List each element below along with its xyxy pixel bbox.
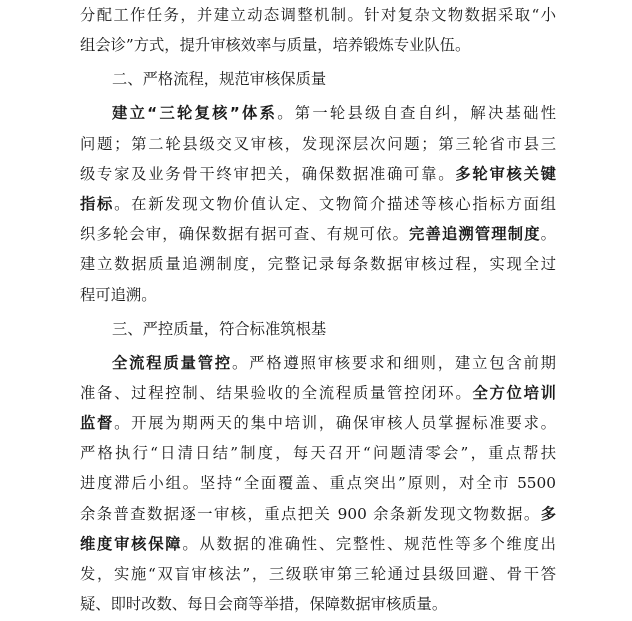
s3-line-7 — [80, 529, 556, 559]
intro-text-2: 组会诊”方式，提升审核效率与质量，培养锻炼专业队伍。 — [80, 36, 471, 55]
s2-line-6 — [80, 249, 556, 279]
s3-text-1: 。严格遵照审核要求和细则，建立包含前期 — [232, 353, 556, 372]
s2-bold-1: 建立“三轮复核”体系 — [112, 104, 278, 123]
s3-line-4 — [80, 438, 556, 468]
s2-line-2 — [80, 129, 556, 159]
s2-bold-3: 多轮审核关键 — [455, 164, 556, 183]
document-body — [80, 0, 556, 619]
intro-line-1 — [80, 0, 556, 30]
s3-text-5: 进度滞后小组。坚持“全面覆盖、重点突出”原则，对全市 5500 — [80, 474, 556, 493]
s3-bold-6: 多 — [540, 504, 556, 523]
s3-line-1 — [80, 348, 556, 378]
s3-line-9 — [80, 589, 556, 619]
s3-line-6 — [80, 499, 556, 529]
s3-line-5 — [80, 468, 556, 498]
s2-line-3 — [80, 159, 556, 189]
section-heading-3: 三、严控质量，符合标准筑根基 — [112, 319, 327, 338]
s3-bold-7: 维度审核保障 — [80, 534, 183, 553]
s3-text-6: 余条普查数据逐一审核，重点把关 900 余条新发现文物数据。 — [80, 504, 541, 523]
s3-text-8: 发，实施“双盲审核法”，三级联审第三轮通过县级回避、骨干答 — [80, 565, 556, 583]
s3-bold-1: 全流程质量管控 — [112, 353, 233, 372]
s2-text-2: 问题；第二轮县级交叉审核，发现深层次问题；第三轮省市县三 — [80, 134, 556, 153]
s2-line-4 — [80, 189, 556, 219]
s2-text-5-end: 。 — [540, 225, 556, 244]
s3-line-2 — [80, 378, 556, 408]
s2-line-1 — [80, 98, 556, 128]
s2-text-1: 。第一轮县级自查自纠，解决基础性 — [277, 104, 556, 123]
intro-text-1: 分配工作任务，并建立动态调整机制。针对复杂文物数据采取“小 — [80, 6, 556, 24]
s3-line-8 — [80, 559, 556, 589]
s3-text-7: 。从数据的准确性、完整性、规范性等多个维度出 — [182, 534, 556, 553]
s3-text-3: 。开展为期两天的集中培训，确保审核人员掌握标准要求。 — [114, 414, 556, 433]
s2-bold-5: 完善追溯管理制度 — [409, 225, 541, 244]
s3-text-2: 准备、过程控制、结果验收的全流程质量管控闭环。 — [80, 383, 473, 402]
s3-bold-3: 监督 — [80, 414, 115, 433]
s2-text-3: 级专家及业务骨干终审把关，确保数据准确可靠。 — [80, 164, 456, 183]
s2-bold-4: 指标 — [80, 194, 115, 213]
s3-text-4: 严格执行“日清日结”制度，每天召开“问题清零会”，重点帮扶 — [80, 444, 556, 463]
s3-bold-2: 全方位培训 — [472, 383, 556, 402]
section-heading-2: 二、严格流程，规范审核保质量 — [112, 70, 327, 89]
s2-text-4: 。在新发现文物价值认定、文物简介描述等核心指标方面组 — [114, 194, 556, 213]
s3-text-9: 疑、即时改数、每日会商等举措，保障数据审核质量。 — [80, 595, 448, 614]
s2-text-7: 程可追溯。 — [80, 285, 157, 304]
s2-text-5: 织多轮会审，确保数据有据可查、有规可依。 — [80, 225, 410, 244]
intro-line-2 — [80, 30, 556, 60]
s2-line-7 — [80, 280, 556, 310]
s2-line-5 — [80, 219, 556, 249]
s2-text-6: 建立数据质量追溯制度，完整记录每条数据审核过程，实现全过 — [80, 255, 556, 274]
s3-line-3 — [80, 408, 556, 438]
